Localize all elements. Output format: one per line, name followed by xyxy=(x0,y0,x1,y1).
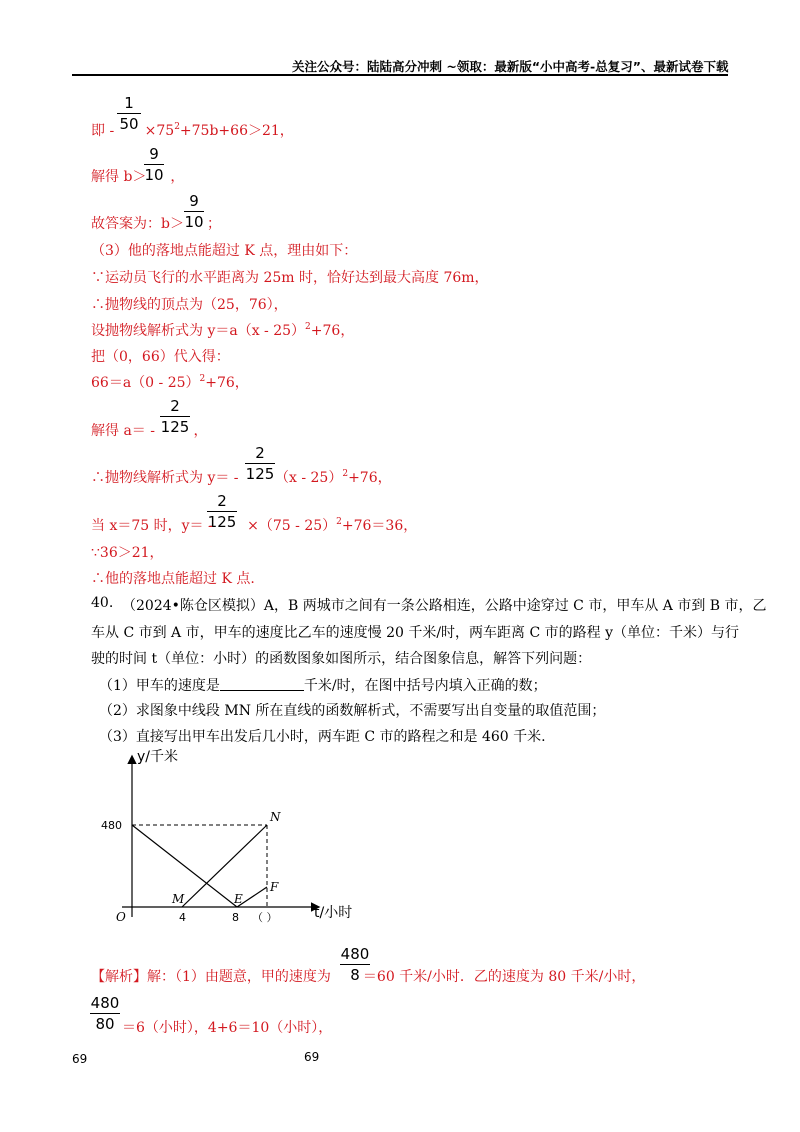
frac-den: 8 xyxy=(350,966,360,984)
text: 66＝a（0 - 25） xyxy=(91,375,200,391)
superscript: 2 xyxy=(336,517,342,527)
problem-line-1: （2024•陈仓区模拟）A，B 两城市之间有一条公路相连，公路中途穿过 C 市，甲车从 A 市到 B 市，乙 xyxy=(122,598,767,614)
frac-den: 50 xyxy=(119,115,139,133)
solution-line-6: ∴抛物线的顶点为（25，76）， xyxy=(91,297,288,313)
point-F-label: F xyxy=(270,880,279,894)
frac-bar xyxy=(117,113,141,114)
y-axis-label: y/千米 xyxy=(137,749,179,765)
analysis-line-1 xyxy=(91,966,645,986)
point-E-label: E xyxy=(234,892,243,906)
text: +75b+66＞21， xyxy=(179,123,294,139)
frac-bar xyxy=(207,511,237,512)
frac-den: 125 xyxy=(207,513,237,531)
superscript: 2 xyxy=(305,322,311,332)
question-3: （3）直接写出甲车出发后几小时，两车距 C 市的路程之和是 460 千米. xyxy=(99,729,546,745)
frac-num: 480 xyxy=(340,945,370,963)
solution-line-7 xyxy=(91,320,354,340)
text: （1）甲车的速度是 xyxy=(99,678,220,694)
answer-blank xyxy=(220,678,304,691)
problem-number: 40. xyxy=(91,595,114,611)
text: 当 x＝75 时，y＝ - xyxy=(91,518,218,534)
frac-num: 2 xyxy=(255,444,265,462)
frac-bar xyxy=(184,211,204,212)
text: ， xyxy=(193,423,208,439)
text: 解得 b＞ xyxy=(91,169,147,185)
text: ＝60 千米/小时．乙的速度为 80 千米/小时， xyxy=(362,969,646,985)
question-1 xyxy=(99,675,547,695)
solution-line-3 xyxy=(91,213,221,233)
frac-num: 9 xyxy=(149,145,159,163)
text: ； xyxy=(206,216,221,232)
frac-bar xyxy=(90,1013,120,1014)
solution-line-4: （3）他的落地点能超过 K 点，理由如下： xyxy=(91,243,358,259)
frac-num: 480 xyxy=(90,994,120,1012)
superscript: 2 xyxy=(342,469,349,479)
analysis-tag: 【解析】 xyxy=(91,969,147,985)
solution-line-10 xyxy=(91,420,207,440)
problem-line-2: 车从 C 市到 A 市，甲车的速度比乙车的速度慢 20 千米/时，两车距离 C 市的路程 y（单位：千米）与行 xyxy=(91,625,740,641)
text: ×75 xyxy=(144,123,175,139)
solution-line-5: ∵运动员飞行的水平距离为 25m 时，恰好达到最大高度 76m， xyxy=(91,270,489,286)
page-header: 关注公众号：陆陆高分冲刺 ~领取：最新版“小中高考-总复习”、最新试卷下载 xyxy=(292,59,729,74)
text: +76， xyxy=(348,470,392,486)
text: 即 - xyxy=(91,123,119,139)
frac-num: 9 xyxy=(189,192,199,210)
point-M-label: M xyxy=(172,892,185,906)
segment-decreasing xyxy=(132,825,237,907)
solution-line-14: ∴他的落地点能超过 K 点. xyxy=(91,571,255,587)
text: ， xyxy=(170,169,185,185)
frac-den: 125 xyxy=(160,418,190,436)
text: ×（75 - 25） xyxy=(247,518,337,534)
page-number-center: 69 xyxy=(304,1050,320,1064)
origin-label: O xyxy=(116,910,126,924)
solution-line-9 xyxy=(91,372,249,392)
fraction-480-80 xyxy=(90,994,120,1033)
text: +76， xyxy=(205,375,249,391)
frac-den: 125 xyxy=(245,465,275,483)
solution-line-13: ∵36＞21， xyxy=(91,545,164,561)
frac-num: 2 xyxy=(170,397,180,415)
text: 解得 a＝ - xyxy=(91,423,160,439)
point-N-label: N xyxy=(270,810,281,824)
text: 千米/时，在图中括号内填入正确的数； xyxy=(303,678,547,694)
frac-den: 10 xyxy=(184,213,204,231)
frac-num: 1 xyxy=(124,94,134,112)
frac-num: 2 xyxy=(217,492,227,510)
frac-bar xyxy=(245,463,275,464)
question-2: （2）求图象中线段 MN 所在直线的函数解析式，不需要写出自变量的取值范围； xyxy=(99,703,606,719)
solution-line-12 xyxy=(91,515,417,535)
x-tick-4: 4 xyxy=(179,911,186,924)
solution-line-1 xyxy=(91,120,294,140)
segment-MN xyxy=(182,825,267,907)
page-number-left: 69 xyxy=(72,1052,88,1066)
text: +76＝36， xyxy=(341,518,418,534)
header-rule xyxy=(72,74,728,76)
function-graph xyxy=(90,745,390,940)
x-axis-label: t/小时 xyxy=(314,905,353,921)
frac-bar xyxy=(160,416,190,417)
frac-bar xyxy=(340,964,370,965)
text: 解：（1）由题意，甲的速度为 xyxy=(147,969,331,985)
frac-den: 80 xyxy=(95,1015,115,1033)
superscript: 2 xyxy=(199,374,206,384)
solution-line-2 xyxy=(91,166,184,186)
text: +76， xyxy=(310,323,355,339)
x-tick-8: 8 xyxy=(232,911,239,924)
frac-bar xyxy=(144,164,164,165)
frac-den: 10 xyxy=(144,166,164,184)
text: （x - 25） xyxy=(275,470,343,486)
text: 设抛物线解析式为 y＝a（x - 25） xyxy=(91,323,306,339)
analysis-line-2: ＝6（小时），4+6＝10（小时）， xyxy=(122,1020,333,1036)
problem-line-3: 驶的时间 t（单位：小时）的函数图象如图所示，结合图象信息，解答下列问题： xyxy=(91,651,592,667)
x-tick-blank: （ ） xyxy=(252,911,278,924)
superscript: 2 xyxy=(174,122,180,132)
solution-line-11 xyxy=(91,467,392,487)
solution-line-8: 把（0，66）代入得： xyxy=(91,349,230,365)
text: ∴抛物线解析式为 y＝ - xyxy=(91,470,243,486)
text: 故答案为：b＞ xyxy=(91,216,184,232)
y-tick-480: 480 xyxy=(101,819,122,832)
